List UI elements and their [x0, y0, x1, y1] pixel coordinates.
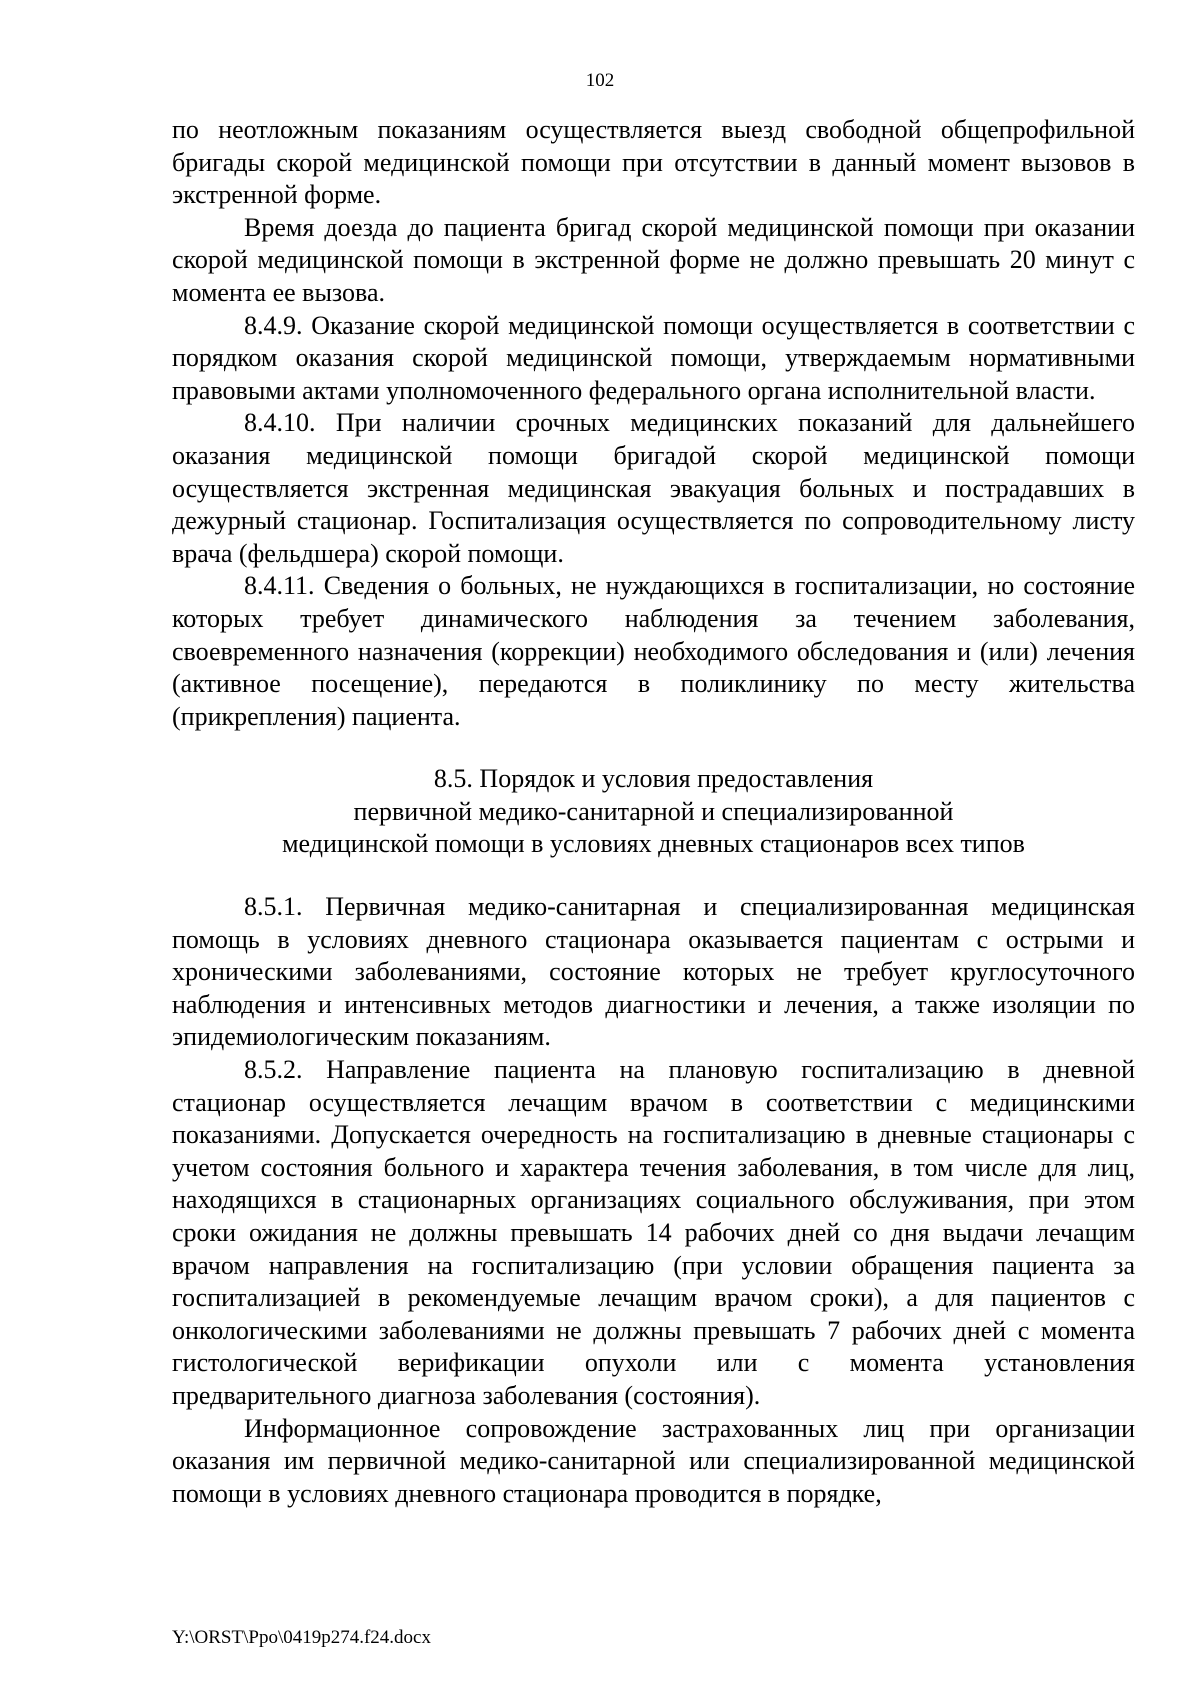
page-number: 102 — [585, 70, 615, 91]
section-heading-line: 8.5. Порядок и условия предоставления — [433, 764, 874, 794]
paragraph-8-4-11: 8.4.11. Сведения о больных, не нуждающихся в госпитализации, но состояние которых требует динамического наблюдения за течением заболевания, своевременного назначения (коррекции) необходимого обследования и (или) лечения (активное посещение), передаются в поликлинику по месту жительства (прикрепления) пациента. — [172, 571, 1135, 731]
paragraph: Информационное сопровождение застрахованных лиц при организации оказания им первичной медико-санитарной или специализированной медицинской помощи в условиях дневного стационара проводится в порядке, — [172, 1413, 1135, 1508]
section-heading-line: первичной медико-санитарной и специализированной — [353, 796, 954, 826]
footer-file-path: Y:\ORST\Ppo\0419p274.f24.docx — [172, 1627, 431, 1648]
paragraph: Время доезда до пациента бригад скорой медицинской помощи при оказании скорой медицинской помощи в экстренной форме не должно превышать 20 минут с момента ее вызова. — [172, 212, 1135, 307]
section-heading-line: медицинской помощи в условиях дневных стационаров всех типов — [282, 829, 1025, 859]
paragraph: по неотложным показаниям осуществляется выезд свободной общепрофильной бригады скорой медицинской помощи при отсутствии в данный момент вызовов в экстренной форме. — [172, 115, 1135, 210]
paragraph-8-4-9: 8.4.9. Оказание скорой медицинской помощи осуществляется в соответствии с порядком оказания скорой медицинской помощи, утверждаемым нормативными правовыми актами уполномоченного федерального органа исполнительной власти. — [172, 310, 1135, 405]
section-heading-8-5 — [172, 763, 1135, 861]
paragraph-8-5-2: 8.5.2. Направление пациента на плановую госпитализацию в дневной стационар осуществляется лечащим врачом в соответствии с медицинскими показаниями. Допускается очередность на госпитализацию в дневные стационары с учетом состояния больного и характера течения заболевания, в том числе для лиц, находящихся в стационарных организациях социального обслуживания, при этом сроки ожидания не должны превышать 14 рабочих дней со дня выдачи лечащим врачом направления на госпитализацию (при условии обращения пациента за госпитализацией в рекомендуемые лечащим врачом сроки), а для пациентов с онкологическими заболеваниями не должны превышать 7 рабочих дней с момента гистологической верификации опухоли или с момента установления предварительного диагноза заболевания (состояния). — [172, 1055, 1135, 1410]
paragraph-8-5-1: 8.5.1. Первичная медико-санитарная и специализированная медицинская помощь в условиях дневного стационара оказывается пациентам с острыми и хроническими заболеваниями, состояние которых не требует круглосуточного наблюдения и интенсивных методов диагностики и лечения, а также изоляции по эпидемиологическим показаниям. — [172, 892, 1135, 1052]
document-body — [172, 114, 1135, 1510]
paragraph-8-4-10: 8.4.10. При наличии срочных медицинских показаний для дальнейшего оказания медицинской помощи бригадой скорой медицинской помощи осуществляется экстренная медицинская эвакуация больных и пострадавших в дежурный стационар. Госпитализация осуществляется по сопроводительному листу врача (фельдшера) скорой помощи. — [172, 408, 1135, 568]
